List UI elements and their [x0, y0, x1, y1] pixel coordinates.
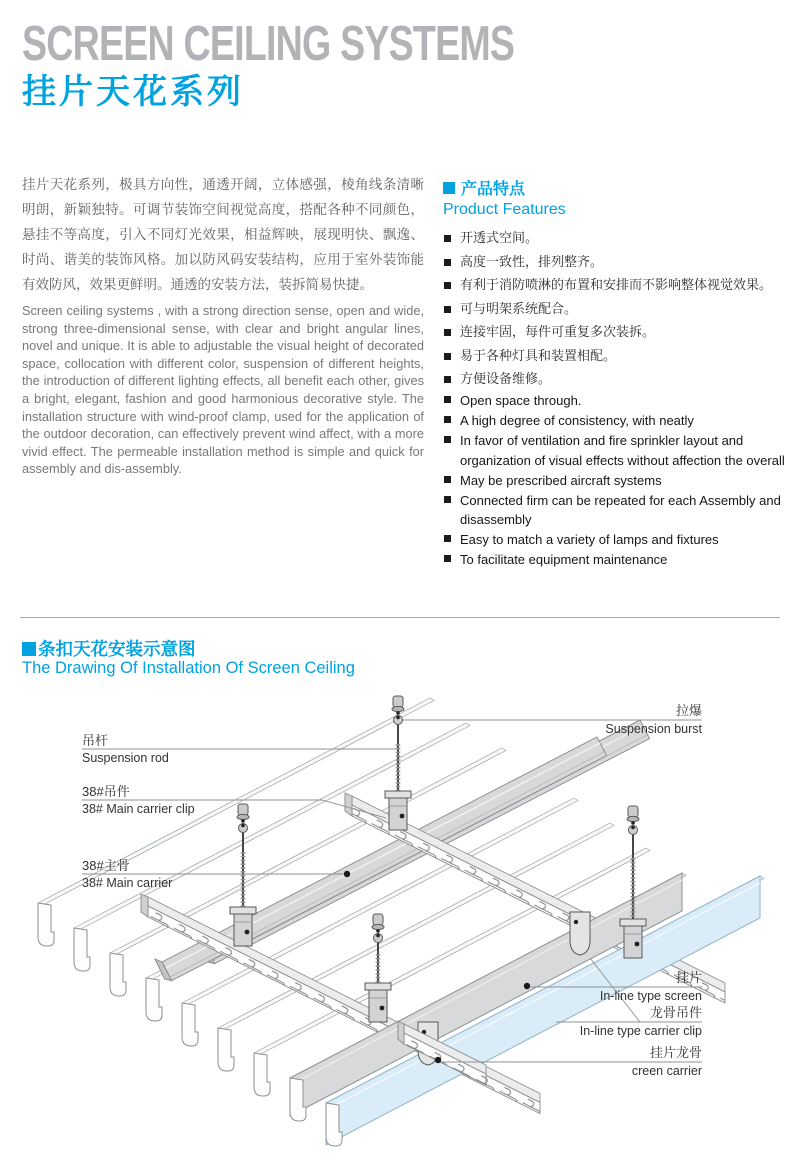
- features-list-en: [443, 391, 788, 570]
- suspension-rod: [230, 804, 256, 946]
- label-cn: 吊杆: [82, 733, 109, 748]
- feature-text: Connected firm can be repeated for each Assembly and disassembly: [460, 492, 781, 527]
- bullet-square-icon: [444, 259, 451, 266]
- bullet-square-icon: [444, 396, 451, 403]
- label-en: creen carrier: [631, 1064, 702, 1078]
- section-square-icon: [22, 642, 36, 656]
- label-cn: 38#主骨: [82, 858, 130, 873]
- label-en: Suspension rod: [82, 751, 169, 765]
- bullet-square-icon: [444, 496, 451, 503]
- list-item: [443, 530, 788, 550]
- features-list-cn: [443, 230, 788, 395]
- label-main-carrier: [82, 858, 172, 891]
- label-suspension-rod: [82, 733, 169, 766]
- feature-text: May be prescribed aircraft systems: [460, 472, 662, 488]
- features-heading-cn: 产品特点: [461, 181, 526, 198]
- label-en: 38# Main carrier: [82, 876, 173, 890]
- label-cn: 38#吊件: [82, 784, 130, 799]
- feature-text: 有利于消防喷淋的布置和安排而不影响整体视觉效果。: [460, 277, 773, 292]
- bullet-square-icon: [444, 329, 451, 336]
- label-en: 38# Main carrier clip: [82, 802, 195, 816]
- label-main-carrier-clip: [82, 784, 195, 817]
- page-title-cn: 挂片天花系列: [22, 73, 244, 111]
- list-item: [443, 348, 788, 364]
- label-carrier-clip: [580, 1005, 702, 1039]
- drawing-header-cn: [22, 636, 196, 661]
- list-item: [443, 431, 788, 470]
- list-item: [443, 277, 788, 293]
- suspension-rod: [365, 914, 391, 1022]
- intro-paragraph-en: Screen ceiling systems , with a strong direction sense, open and wide, strong three-dimensional sense, with clear and bright angular lines, novel and unique. It is able to adjustable the visual height of decorated space, collocation with different color, suspension of different heights, the introduction of different lighting effects, all benefit each other, gives a bright, elegant, fashion and good harmonious decorative style. The installation structure with wind-proof clamp, used for the application of the outdoor decoration, can effectively prevent wind affect, with a more vivid effect. The permeable installation method is simple and quick for assembly and dis-assembly.: [22, 303, 424, 477]
- section-divider: [20, 617, 780, 618]
- bullet-square-icon: [444, 555, 451, 562]
- feature-text: Easy to match a variety of lamps and fixtures: [460, 532, 719, 547]
- label-cn: 龙骨吊件: [649, 1005, 702, 1020]
- feature-text: In favor of ventilation and fire sprinkler layout and organization of visual effects without affection the overall: [460, 433, 785, 468]
- section-square-icon: [443, 182, 455, 194]
- feature-text: Open space through.: [460, 393, 582, 408]
- list-item: [443, 491, 788, 530]
- label-cn: 挂片: [675, 970, 702, 985]
- label-cn: 挂片龙骨: [649, 1045, 702, 1060]
- drawing-heading-cn-text: 条扣天花安装示意图: [38, 639, 196, 659]
- label-en: Suspension burst: [605, 722, 702, 736]
- bullet-square-icon: [444, 476, 451, 483]
- bullet-square-icon: [444, 416, 451, 423]
- bullet-square-icon: [444, 436, 451, 443]
- list-item: [443, 471, 788, 491]
- list-item: [443, 550, 788, 570]
- drawing-header-en: The Drawing Of Installation Of Screen Ceiling: [22, 659, 355, 677]
- feature-text: 易于各种灯具和装置相配。: [460, 347, 617, 363]
- feature-text: 连接牢固，每件可重复多次装拆。: [460, 324, 656, 339]
- feature-text: 可与明架系统配合。: [460, 300, 578, 316]
- bullet-square-icon: [444, 235, 451, 242]
- feature-text: 高度一致性，排列整齐。: [460, 253, 604, 269]
- list-item: [443, 391, 788, 411]
- suspension-rod: [620, 806, 646, 958]
- intro-paragraph-cn: 挂片天花系列，极具方向性，通透开阔，立体感强，棱角线条清晰明朗，新颖独特。可调节装饰空间视觉高度，搭配各种不同颜色，悬挂不等高度，引入不同灯光效果，相益辉映，展现明快、飘逸、时尚、谐美的装饰风格。加以防风码安装结构，应用于室外装饰能有效防风，效果更鲜明。通透的安装方法，装拆简易快捷。: [22, 177, 424, 292]
- list-item: [443, 324, 788, 340]
- list-item: [443, 230, 788, 246]
- page-title-en: SCREEN CEILING SYSTEMS: [22, 15, 515, 71]
- label-suspension-burst: [605, 703, 702, 737]
- label-screen: [600, 970, 702, 1004]
- bullet-square-icon: [444, 306, 451, 313]
- feature-text: A high degree of consistency, with neatly: [460, 413, 694, 428]
- bullet-square-icon: [444, 282, 451, 289]
- feature-text: To facilitate equipment maintenance: [460, 552, 668, 567]
- features-heading-en: Product Features: [443, 201, 566, 218]
- bullet-square-icon: [444, 535, 451, 542]
- features-header: [443, 176, 566, 219]
- bullet-square-icon: [444, 353, 451, 360]
- list-item: [443, 301, 788, 317]
- feature-text: 开透式空间。: [460, 230, 539, 245]
- list-item: [443, 371, 788, 387]
- label-en: In-line type screen: [599, 989, 702, 1003]
- list-item: [443, 411, 788, 431]
- label-en: In-line type carrier clip: [579, 1024, 702, 1038]
- label-cn: 拉爆: [675, 703, 702, 718]
- label-screen-carrier: [632, 1045, 702, 1079]
- bullet-square-icon: [444, 376, 451, 383]
- list-item: [443, 254, 788, 270]
- feature-text: 方便设备维修。: [460, 371, 552, 386]
